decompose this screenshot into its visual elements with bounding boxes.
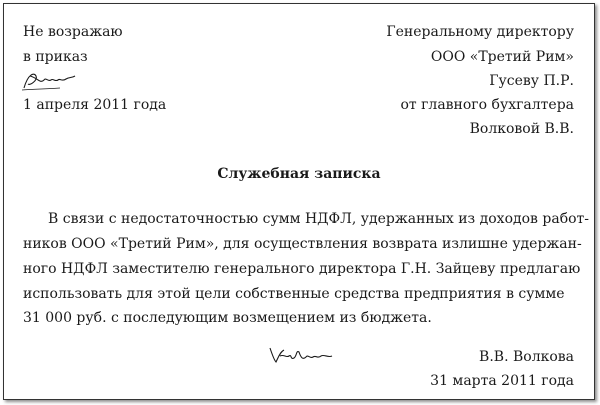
signer-name: В.В. Волкова <box>479 349 574 365</box>
accountant-signature <box>266 344 346 366</box>
addressee-name: Гусеву П.Р. <box>489 73 574 89</box>
addressee-company: ООО «Третий Рим» <box>430 49 574 65</box>
memo-document <box>3 3 595 400</box>
memo-date: 31 марта 2011 года <box>430 373 574 389</box>
sender-position: от главного бухгалтера <box>400 97 574 113</box>
approval-note: Не возражаю <box>23 24 123 40</box>
body-line: ников ООО «Третий Рим», для осуществления возврата излишне удержан- <box>23 236 582 252</box>
document-title: Служебная записка <box>217 166 381 182</box>
addressee-position: Генеральному директору <box>386 24 574 40</box>
body-line: ного НДФЛ заместителю генерального директора Г.Н. Зайцеву предлагаю <box>23 261 581 277</box>
body-line: 31 000 руб. с последующим возмещением из бюджета. <box>23 310 432 326</box>
director-signature <box>20 68 80 94</box>
sender-name: Волковой В.В. <box>469 121 574 137</box>
approval-date: 1 апреля 2011 года <box>23 97 167 113</box>
approval-note-order: в приказ <box>23 49 88 65</box>
body-line: использовать для этой цели собственные средства предприятия в сумме <box>23 286 565 302</box>
body-line: В связи с недостаточностью сумм НДФЛ, удержанных из доходов работ- <box>48 211 590 227</box>
